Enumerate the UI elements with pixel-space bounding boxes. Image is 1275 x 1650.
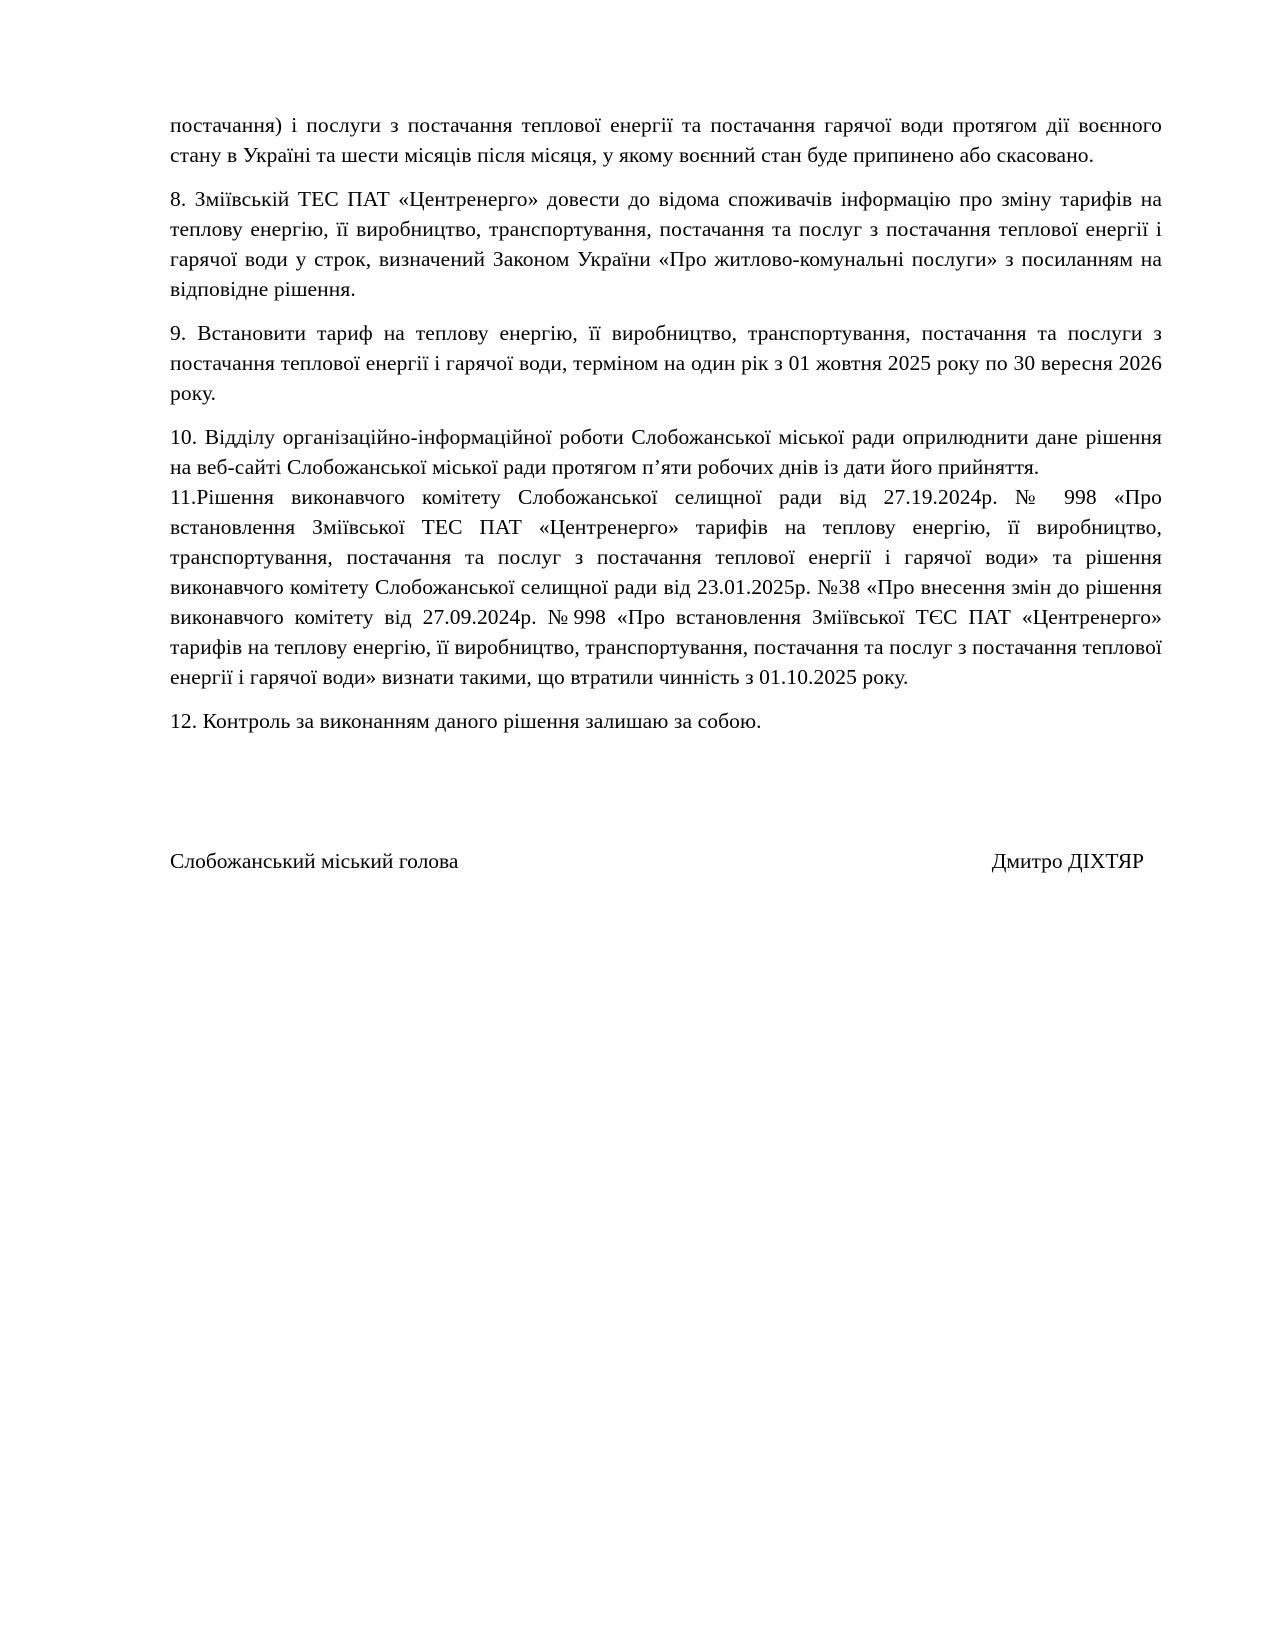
- paragraph-continuation: постачання) і послуги з постачання теплової енергії та постачання гарячої води протягом дії воєнного стану в Україні та шести місяців після місяця, у якому воєнний стан буде припинено або скасовано.: [170, 113, 1162, 167]
- signature-name: Дмитро ДІХТЯР: [991, 849, 1144, 873]
- signature-title: Слобожанський міський голова: [170, 849, 459, 873]
- paragraph-item-8: 8. Зміївській ТЕС ПАТ «Центренерго» довести до відома споживачів інформацію про зміну тарифів на теплову енергію, її виробництво, транспортування, постачання та послуг з постачання теплової енергії і гарячої води у строк, визначений Законом України «Про житлово-комунальні послуги» з посиланням на відповідне рішення.: [170, 187, 1162, 301]
- paragraph-item-10: 10. Відділу організаційно-інформаційної роботи Слобожанської міської ради оприлюднити дане рішення на веб-сайті Слобожанської міської ради протягом п’яти робочих днів із дати його прийняття.: [170, 425, 1162, 479]
- signature-row: [170, 846, 1162, 876]
- paragraph-item-9: 9. Встановити тариф на теплову енергію, її виробництво, транспортування, постачання та послуги з постачання теплової енергії і гарячої води, терміном на один рік з 01 жовтня 2025 року по 30 вересня 2026 року.: [170, 321, 1162, 405]
- paragraph-item-12: 12. Контроль за виконанням даного рішення залишаю за собою.: [170, 709, 762, 733]
- paragraph-item-11: 11.Рішення виконавчого комітету Слобожанської селищної ради від 27.19.2024р. № 998 «Про встановлення Зміївської ТЕС ПАТ «Центренерго» тарифів на теплову енергію, її виробництво, транспортування, постачання та послуг з постачання теплової енергії і гарячої води» та рішення виконавчого комітету Слобожанської селищної ради від 23.01.2025р. №38 «Про внесення змін до рішення виконавчого комітету від 27.09.2024р. №998 «Про встановлення Зміївської ТЄС ПАТ «Центренерго» тарифів на теплову енергію, її виробництво, транспортування, постачання та послуг з постачання теплової енергії і гарячої води» визнати такими, що втратили чинність з 01.10.2025 року.: [170, 485, 1162, 689]
